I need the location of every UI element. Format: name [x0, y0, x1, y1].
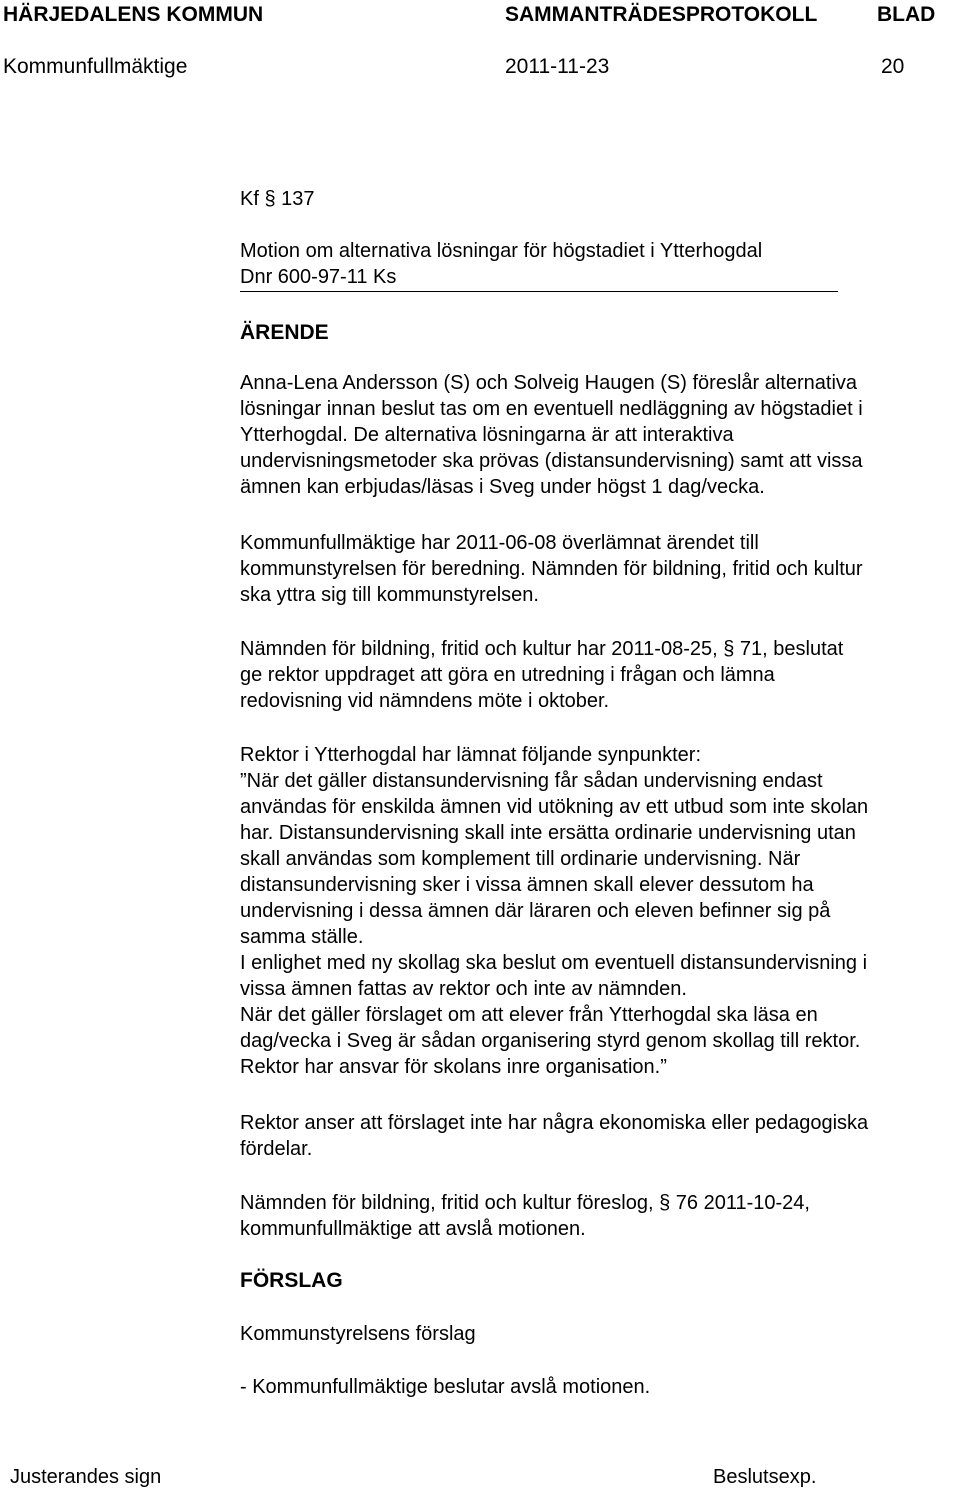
- text-line: Nämnden för bildning, fritid och kultur föreslog, § 76 2011-10-24,: [240, 1192, 810, 1214]
- text-line: dag/vecka i Sveg är sådan organisering styrd genom skollag till rektor.: [240, 1030, 861, 1052]
- text-line: undervisningsmetoder ska prövas (distansundervisning) samt att vissa: [240, 450, 863, 472]
- text-line: ge rektor uppdraget att göra en utredning i frågan och lämna: [240, 664, 775, 686]
- text-line: lösningar innan beslut tas om en eventuell nedläggning av högstadiet i: [240, 398, 863, 420]
- text-line: Kommunfullmäktige har 2011-06-08 överlämnat ärendet till: [240, 532, 759, 554]
- text-line: vissa ämnen fattas av rektor och inte av nämnden.: [240, 978, 687, 1000]
- text-line: har. Distansundervisning skall inte ersätta ordinarie undervisning utan: [240, 822, 856, 844]
- arende-paragraph-4: [240, 742, 958, 1080]
- text-line: Rektor anser att förslaget inte har några ekonomiska eller pedagogiska: [240, 1112, 869, 1134]
- page-number: 20: [881, 55, 905, 78]
- body-name: Kommunfullmäktige: [3, 55, 188, 78]
- text-line: I enlighet med ny skollag ska beslut om eventuell distansundervisning i: [240, 952, 868, 974]
- text-line: Ytterhogdal. De alternativa lösningarna är att interaktiva: [240, 424, 734, 446]
- org-name: HÄRJEDALENS KOMMUN: [3, 3, 264, 26]
- text-line: kommunfullmäktige att avslå motionen.: [240, 1218, 586, 1240]
- justerandes-sign-label: Justerandes sign: [10, 1466, 162, 1488]
- text-line: ska yttra sig till kommunstyrelsen.: [240, 584, 539, 606]
- text-line: ämnen kan erbjudas/läsas i Sveg under högst 1 dag/vecka.: [240, 476, 765, 498]
- text-line: Rektor i Ytterhogdal har lämnat följande synpunkter:: [240, 744, 702, 766]
- meeting-date: 2011-11-23: [505, 55, 610, 78]
- text-line: Anna-Lena Andersson (S) och Solveig Haugen (S) föreslår alternativa: [240, 372, 858, 394]
- case-dnr: Dnr 600-97-11 Ks: [240, 266, 397, 288]
- arende-paragraph-3: [240, 636, 958, 714]
- case-title: Motion om alternativa lösningar för högstadiet i Ytterhogdal: [240, 240, 763, 262]
- document-type: SAMMANTRÄDESPROTOKOLL: [505, 3, 818, 26]
- text-line: distansundervisning sker i vissa ämnen skall elever dessutom ha: [240, 874, 814, 896]
- arende-paragraph-5: [240, 1110, 958, 1162]
- arende-paragraph-6: [240, 1190, 958, 1242]
- forslag-item: - Kommunfullmäktige beslutar avslå motionen.: [240, 1376, 651, 1398]
- forslag-heading: FÖRSLAG: [240, 1269, 343, 1292]
- title-underline: [240, 291, 838, 292]
- arende-paragraph-2: [240, 530, 958, 608]
- text-line: skall användas som komplement till ordinarie undervisning. När: [240, 848, 801, 870]
- text-line: användas för enskilda ämnen vid utökning av ett utbud som inte skolan: [240, 796, 869, 818]
- text-line: samma ställe.: [240, 926, 364, 948]
- blad-label: BLAD: [877, 3, 936, 26]
- beslutsexp-label: Beslutsexp.: [713, 1466, 817, 1488]
- text-line: fördelar.: [240, 1138, 313, 1160]
- text-line: Rektor har ansvar för skolans inre organisation.”: [240, 1056, 667, 1078]
- forslag-subheading: Kommunstyrelsens förslag: [240, 1323, 476, 1345]
- text-line: ”När det gäller distansundervisning får sådan undervisning endast: [240, 770, 823, 792]
- arende-heading: ÄRENDE: [240, 321, 329, 344]
- text-line: redovisning vid nämndens möte i oktober.: [240, 690, 610, 712]
- text-line: När det gäller förslaget om att elever från Ytterhogdal ska läsa en: [240, 1004, 818, 1026]
- text-line: kommunstyrelsen för beredning. Nämnden för bildning, fritid och kultur: [240, 558, 863, 580]
- text-line: undervisning i dessa ämnen där läraren och eleven befinner sig på: [240, 900, 831, 922]
- text-line: Nämnden för bildning, fritid och kultur har 2011-08-25, § 71, beslutat: [240, 638, 844, 660]
- case-number: Kf § 137: [240, 188, 315, 210]
- arende-paragraph-1: [240, 370, 958, 500]
